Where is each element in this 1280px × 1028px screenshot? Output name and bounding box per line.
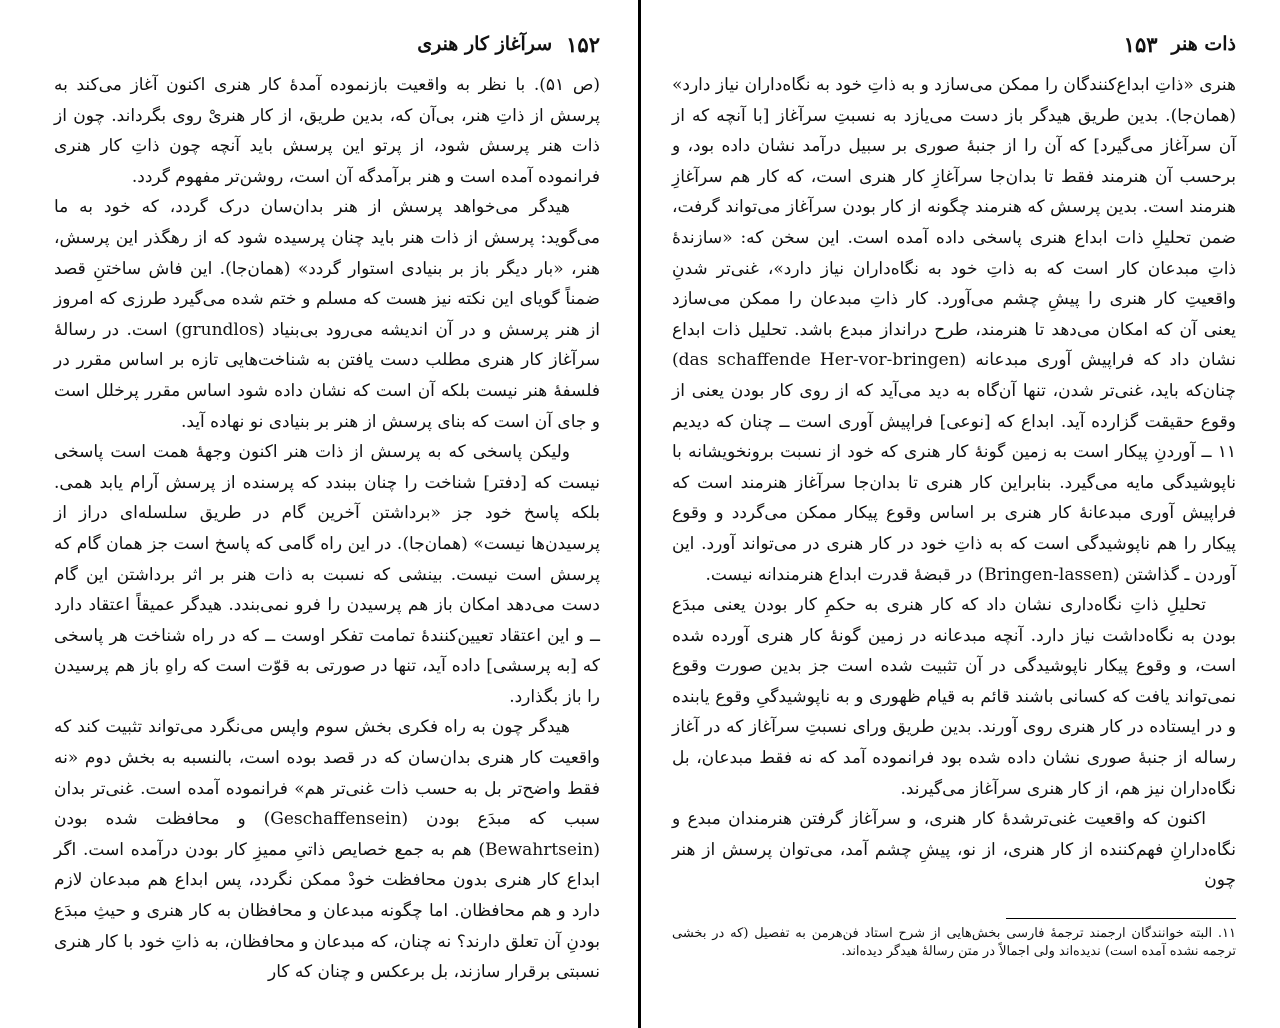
running-title: سرآغاز کار هنری <box>417 33 553 55</box>
footnote: ۱۱. البته خوانندگان ارجمند ترجمهٔ فارسی بخش‌هایی از شرح استاد فن‌هرمن به تفصیل (که در بخشی ترجمه نشده آمده است) ندیده‌اند ولی اجمالاً در متن رسالهٔ هیدگر دیده‌اند. <box>672 926 1236 960</box>
paragraph: هیدگر چون به راه فکری بخش سوم واپس می‌نگرد می‌تواند تثبیت کند که واقعیت کار هنری بدان‌سان که در قصد بوده است، بالنسبه به بخش دوم «نه فقط واضح‌تر بل به حسب ذات غنی‌تر هم» فرانموده آمده است. غنی‌تر بدان سبب که مبدَع بودن (Geschaffensein) و محافظت شده بودن (Bewahrtsein) هم به جمع خصایص ذاتیِ ممیزِ کار بودن درآمده است. اگر ابداع کار هنری بدون محافظت خودْ ممکن نگردد، پس ابداع هم مبدعان لازم دارد و هم محافظان. اما چگونه مبدعان و محافظان به کار هنری و حیثِ مبدَع بودنِ آن تعلق دارند؟ نه چنان، که مبدعان و محافظان، به ذاتِ خود با کار هنری نسبتی برقرار سازند، بل برعکس و چنان که کار <box>54 717 600 983</box>
paragraph: (ص ۵۱). با نظر به واقعیت بازنموده آمدهٔ کار هنری اکنون آغاز می‌کند به پرسش از ذاتِ هنر، بی‌آن که، بدین طریق، از کار هنریْ روی بگرداند. چون از ذات هنر پرسش شود، از پرتو این پرسش باید آنچه چون ذاتِ کار هنری فرانموده آمده است و هنر برآمدگه آن است، روشن‌تر مفهوم گردد. <box>54 75 601 187</box>
paragraph: اکنون که واقعیت غنی‌ترشدهٔ کار هنری، و سرآغاز گرفتن هنرمندان مبدع و نگاه‌دارانِ فهم‌کننده از کار هنری، از نو، پیشِ چشم آمد، می‌توان پرسش از هنر چون <box>672 809 1236 891</box>
page-number: ۱۵۳ <box>1123 31 1158 57</box>
footnote-divider <box>1006 918 1236 919</box>
page-body <box>672 70 1236 896</box>
running-head <box>54 0 600 70</box>
paragraph: ولیکن پاسخی که به پرسش از ذات هنر اکنون وجههٔ همت است پاسخی نیست که [دفتر] شناخت را چنان ببندد که پرسنده از پرسش آرام یابد همی. بلکه پاسخ خود جز «برداشتن آخرین گام در طریق سلسله‌ای دراز از پرسیدن‌ها نیست» (همان‌جا). در این راه گامی که پاسخ است جز همان گام که پرسش است نیست. بینشی که نسبت به ذات هنر بر اثر برداشتن این گام دست می‌دهد امکان باز هم پرسیدن را فرو نمی‌بندد. هیدگر عمیقاً اعتقاد دارد ــ و این اعتقاد تعیین‌کنندهٔ تمامت تفکر اوست ــ که در راه شناخت هر پاسخی که [به پرسشی] داده آید، تنها در صورتی به قوّت است که راهِ باز هم پرسیدن را باز بگذارد. <box>54 442 600 707</box>
page-body <box>54 70 600 988</box>
running-head <box>672 0 1236 70</box>
paragraph: هیدگر می‌خواهد پرسش از هنر بدان‌سان درک گردد، که خود به ما می‌گوید: پرسش از ذات هنر باید چنان پرسیده شود که از رهگذر این پرسش، هنر، «بار دیگر باز بر بنیادی استوار گردد» (همان‌جا). این فاش ساختنِ قصد ضمناً گویای این نکته نیز هست که مسلم و ختم شده می‌گیرد طرزی که امروز از هنر پرسش و در آن اندیشه می‌رود بی‌بنیاد (grundlos) است. در رسالهٔ سرآغاز کار هنری مطلب دست یافتن به شناخت‌هایی تازه بر اساس مقرر در فلسفهٔ هنر نیست بلکه آن است که نشان داده شود اساس مقرر پرخلل است و جای آن است که بنای پرسش از هنر بر بنیادی نو نهاده آید. <box>54 197 600 432</box>
paragraph: تحلیلِ ذاتِ نگاه‌داری نشان داد که کار هنری به حکمِ کار بودن یعنی مبدَع بودن به نگاه‌داشت نیاز دارد. آنچه مبدعانه در زمین گونهٔ کار هنری آورده شده است، و وقوع پیکار ناپوشیدگی در آن تثبیت شده است جز بدین صورت وقوع نمی‌تواند یافت که کسانی باشند قائم به قیام ظهوری و به ناپوشیدگیِ وقوع یابنده و در ایستاده در کار هنری روی آورند. بدین طریق ورای نسبتِ سرآغاز که در آغاز رساله از جنبهٔ صوری نشان داده شده بود فرانموده آمد که نه فقط مبدعان، بل نگاه‌داران نیز هم، از کار هنری سرآغاز می‌گیرند. <box>672 595 1236 799</box>
page-number: ۱۵۲ <box>566 31 600 57</box>
paragraph: هنری «ذاتِ ابداع‌کنندگان را ممکن می‌سازد و به ذاتِ خود به نگاه‌داران نیاز دارد» (همان‌جا). بدین طریق هیدگر باز دست می‌یازد به نسبتِ سرآغاز [با آنچه که از آن سرآغاز می‌گیرد] که آن را از جنبهٔ صوری بر سبیل درآمد نشان داده بود، و برحسب آن هنرمند فقط تا بدان‌جا سرآغازِ کار هنری است، که کار هم سرآغازِ هنرمند است. بدین پرسش که هنرمند چگونه از کار بودن سرآغاز می‌تواند گرفت، ضمن تحلیلِ ذات ابداع هنری پاسخی داده آمده است. این سخن که: «سازندهٔ ذاتِ مبدعان کار است که به ذاتِ خود به نگاه‌داران نیاز دارد»، غنی‌تر شدنِ واقعیتِ کار هنری را پیشِ چشم می‌آورد. کار ذاتِ مبدعان را ممکن می‌سازد یعنی آن که امکان می‌دهد تا هنرمند، طرح درانداز مبدع باشد. تحلیل ذات ابداع نشان داد که فراپیش آوری مبدعانه (das schaffende Her-vor-bringen) چنان‌که باید، غنی‌تر شدن، تنها آن‌گاه به دید می‌آید که از روی کار بودن یعنی از وقوع حقیقت گزارده آید. ابداع که [نوعی] فراپیش آوری است ــ چنان که دیدیم ۱۱ ــ آوردنِ پیکار است به زمین گونهٔ کار هنری که خود از نسبت برونخویشانه با ناپوشیدگی مایه می‌گیرد. بنابراین کار هنری تا بدان‌جا سرآغاز هنرمند است که فراپیش آوری مبدعانهٔ کار هنری بر اساس وقوع پیکار ممکن می‌گردد و وقوع پیکار را هم ناپوشیدگی است که به ذاتِ خود در کار هنری در می‌تواند آورد. این آوردن ـ گذاشتن (Bringen-lassen) در قبضهٔ قدرت ابداع هنرمندانه نیست. <box>672 75 1236 585</box>
right-page <box>642 0 1280 1028</box>
gutter-divider <box>638 0 641 1028</box>
running-title: ذات هنر <box>1171 33 1236 55</box>
